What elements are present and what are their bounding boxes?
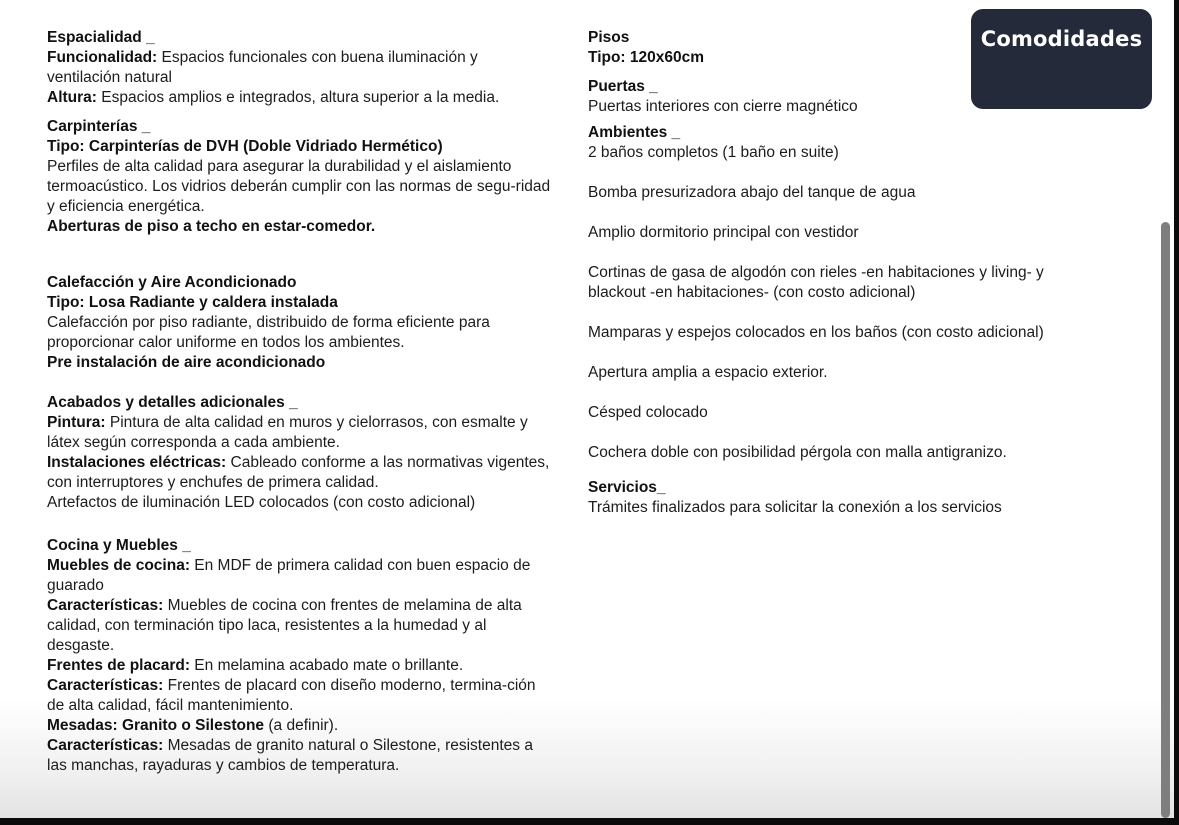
ambientes-item: 2 baños completos (1 baño en suite) <box>588 144 839 161</box>
pisos-tipo: Tipo: 120x60cm <box>588 49 705 66</box>
funcionalidad-line <box>47 48 552 88</box>
carpinterias-tipo: Tipo: Carpinterías de DVH (Doble Vidriado Hermético) <box>47 138 443 155</box>
ambientes-item: Cortinas de gasa de algodón con rieles -en habitaciones y living- y blackout -en habitaciones- (con costo adicional) <box>588 264 1044 301</box>
instalaciones-text: Cableado conforme a las normativas vigentes, con interruptores y enchufes de primera calidad. <box>47 454 550 491</box>
badge-title: Comodidades <box>980 27 1143 51</box>
calefaccion-heading: Calefacción y Aire Acondicionado <box>47 274 297 291</box>
espacialidad-heading: Espacialidad _ <box>47 29 155 46</box>
muebles-line <box>47 556 552 596</box>
artefactos-line: Artefactos de iluminación LED colocados (con costo adicional) <box>47 494 476 511</box>
instalaciones-line <box>47 453 552 493</box>
calefaccion-section <box>47 273 552 373</box>
frentes-label: Frentes de placard: <box>47 657 190 674</box>
ambientes-item: Amplio dormitorio principal con vestidor <box>588 224 859 241</box>
caracteristicas-label: Características: <box>47 737 164 754</box>
pisos-heading: Pisos <box>588 29 630 46</box>
puertas-text: Puertas interiores con cierre magnético <box>588 98 858 115</box>
calefaccion-text: Calefacción por piso radiante, distribuido de forma eficiente para proporcionar calor uniforme en todos los ambientes. <box>47 314 490 351</box>
calefaccion-tipo: Tipo: Losa Radiante y caldera instalada <box>47 294 338 311</box>
frentes-text: En melamina acabado mate o brillante. <box>190 657 464 674</box>
mesadas-text: (a definir). <box>264 717 339 734</box>
caracteristicas-muebles-line <box>47 596 552 656</box>
altura-line <box>47 88 552 108</box>
muebles-text: En MDF de primera calidad con buen espacio de guarado <box>47 557 531 594</box>
right-edge <box>1174 0 1179 825</box>
caracteristicas-text: Frentes de placard con diseño moderno, termina-ción de alta calidad, fácil mantenimiento. <box>47 677 536 714</box>
puertas-heading: Puertas _ <box>588 78 658 95</box>
carpinterias-text: Perfiles de alta calidad para asegurar la durabilidad y el aislamiento termoacústico. Los vidrios deberán cumplir con las normas de segu-ridad y eficiencia energética. <box>47 158 551 215</box>
acabados-heading: Acabados y detalles adicionales _ <box>47 394 298 411</box>
ambientes-heading: Ambientes _ <box>588 124 681 141</box>
ambientes-item: Cochera doble con posibilidad pérgola con malla antigranizo. <box>588 444 1007 461</box>
frentes-line <box>47 656 552 676</box>
funcionalidad-label: Funcionalidad: <box>47 49 158 66</box>
caracteristicas-text: Muebles de cocina con frentes de melamina de alta calidad, con terminación tipo laca, resistentes a la humedad y al desgaste. <box>47 597 522 654</box>
mesadas-label: Mesadas: Granito o Silestone <box>47 717 265 734</box>
servicios-section <box>588 478 1098 518</box>
espacialidad-section <box>47 28 552 108</box>
instalaciones-label: Instalaciones eléctricas: <box>47 454 227 471</box>
pintura-text: Pintura de alta calidad en muros y cielorrasos, con esmalte y látex según corresponda a cada ambiente. <box>47 414 528 451</box>
mesadas-line <box>47 716 552 736</box>
acabados-section <box>47 393 552 513</box>
carpinterias-aberturas: Aberturas de piso a techo en estar-comedor. <box>47 218 376 235</box>
altura-label: Altura: <box>47 89 97 106</box>
carpinterias-heading: Carpinterías _ <box>47 118 151 135</box>
ambientes-item: Bomba presurizadora abajo del tanque de agua <box>588 184 916 201</box>
caracteristicas-text: Mesadas de granito natural o Silestone, resistentes a las manchas, rayaduras y cambios de temperatura. <box>47 737 533 774</box>
cocina-section <box>47 536 552 776</box>
cocina-heading: Cocina y Muebles _ <box>47 537 191 554</box>
caracteristicas-frentes-line <box>47 676 552 716</box>
caracteristicas-label: Características: <box>47 677 164 694</box>
left-column <box>47 28 552 776</box>
calefaccion-pre: Pre instalación de aire acondicionado <box>47 354 326 371</box>
pintura-label: Pintura: <box>47 414 106 431</box>
ambientes-item: Apertura amplia a espacio exterior. <box>588 364 828 381</box>
bottom-edge <box>0 818 1179 825</box>
altura-text: Espacios amplios e integrados, altura superior a la media. <box>96 89 500 106</box>
servicios-heading: Servicios_ <box>588 479 666 496</box>
caracteristicas-label: Características: <box>47 597 164 614</box>
ambientes-item: Césped colocado <box>588 404 708 421</box>
carpinterias-section <box>47 117 552 237</box>
funcionalidad-text: Espacios funcionales con buena iluminación y ventilación natural <box>47 49 478 86</box>
vertical-scrollbar[interactable] <box>1161 222 1170 818</box>
muebles-label: Muebles de cocina: <box>47 557 190 574</box>
ambientes-section <box>588 123 1098 463</box>
comodidades-badge <box>971 9 1152 109</box>
ambientes-item: Mamparas y espejos colocados en los baños (con costo adicional) <box>588 324 1044 341</box>
pintura-line <box>47 413 552 453</box>
caracteristicas-mesadas-line <box>47 736 552 776</box>
servicios-text: Trámites finalizados para solicitar la conexión a los servicios <box>588 499 1002 516</box>
